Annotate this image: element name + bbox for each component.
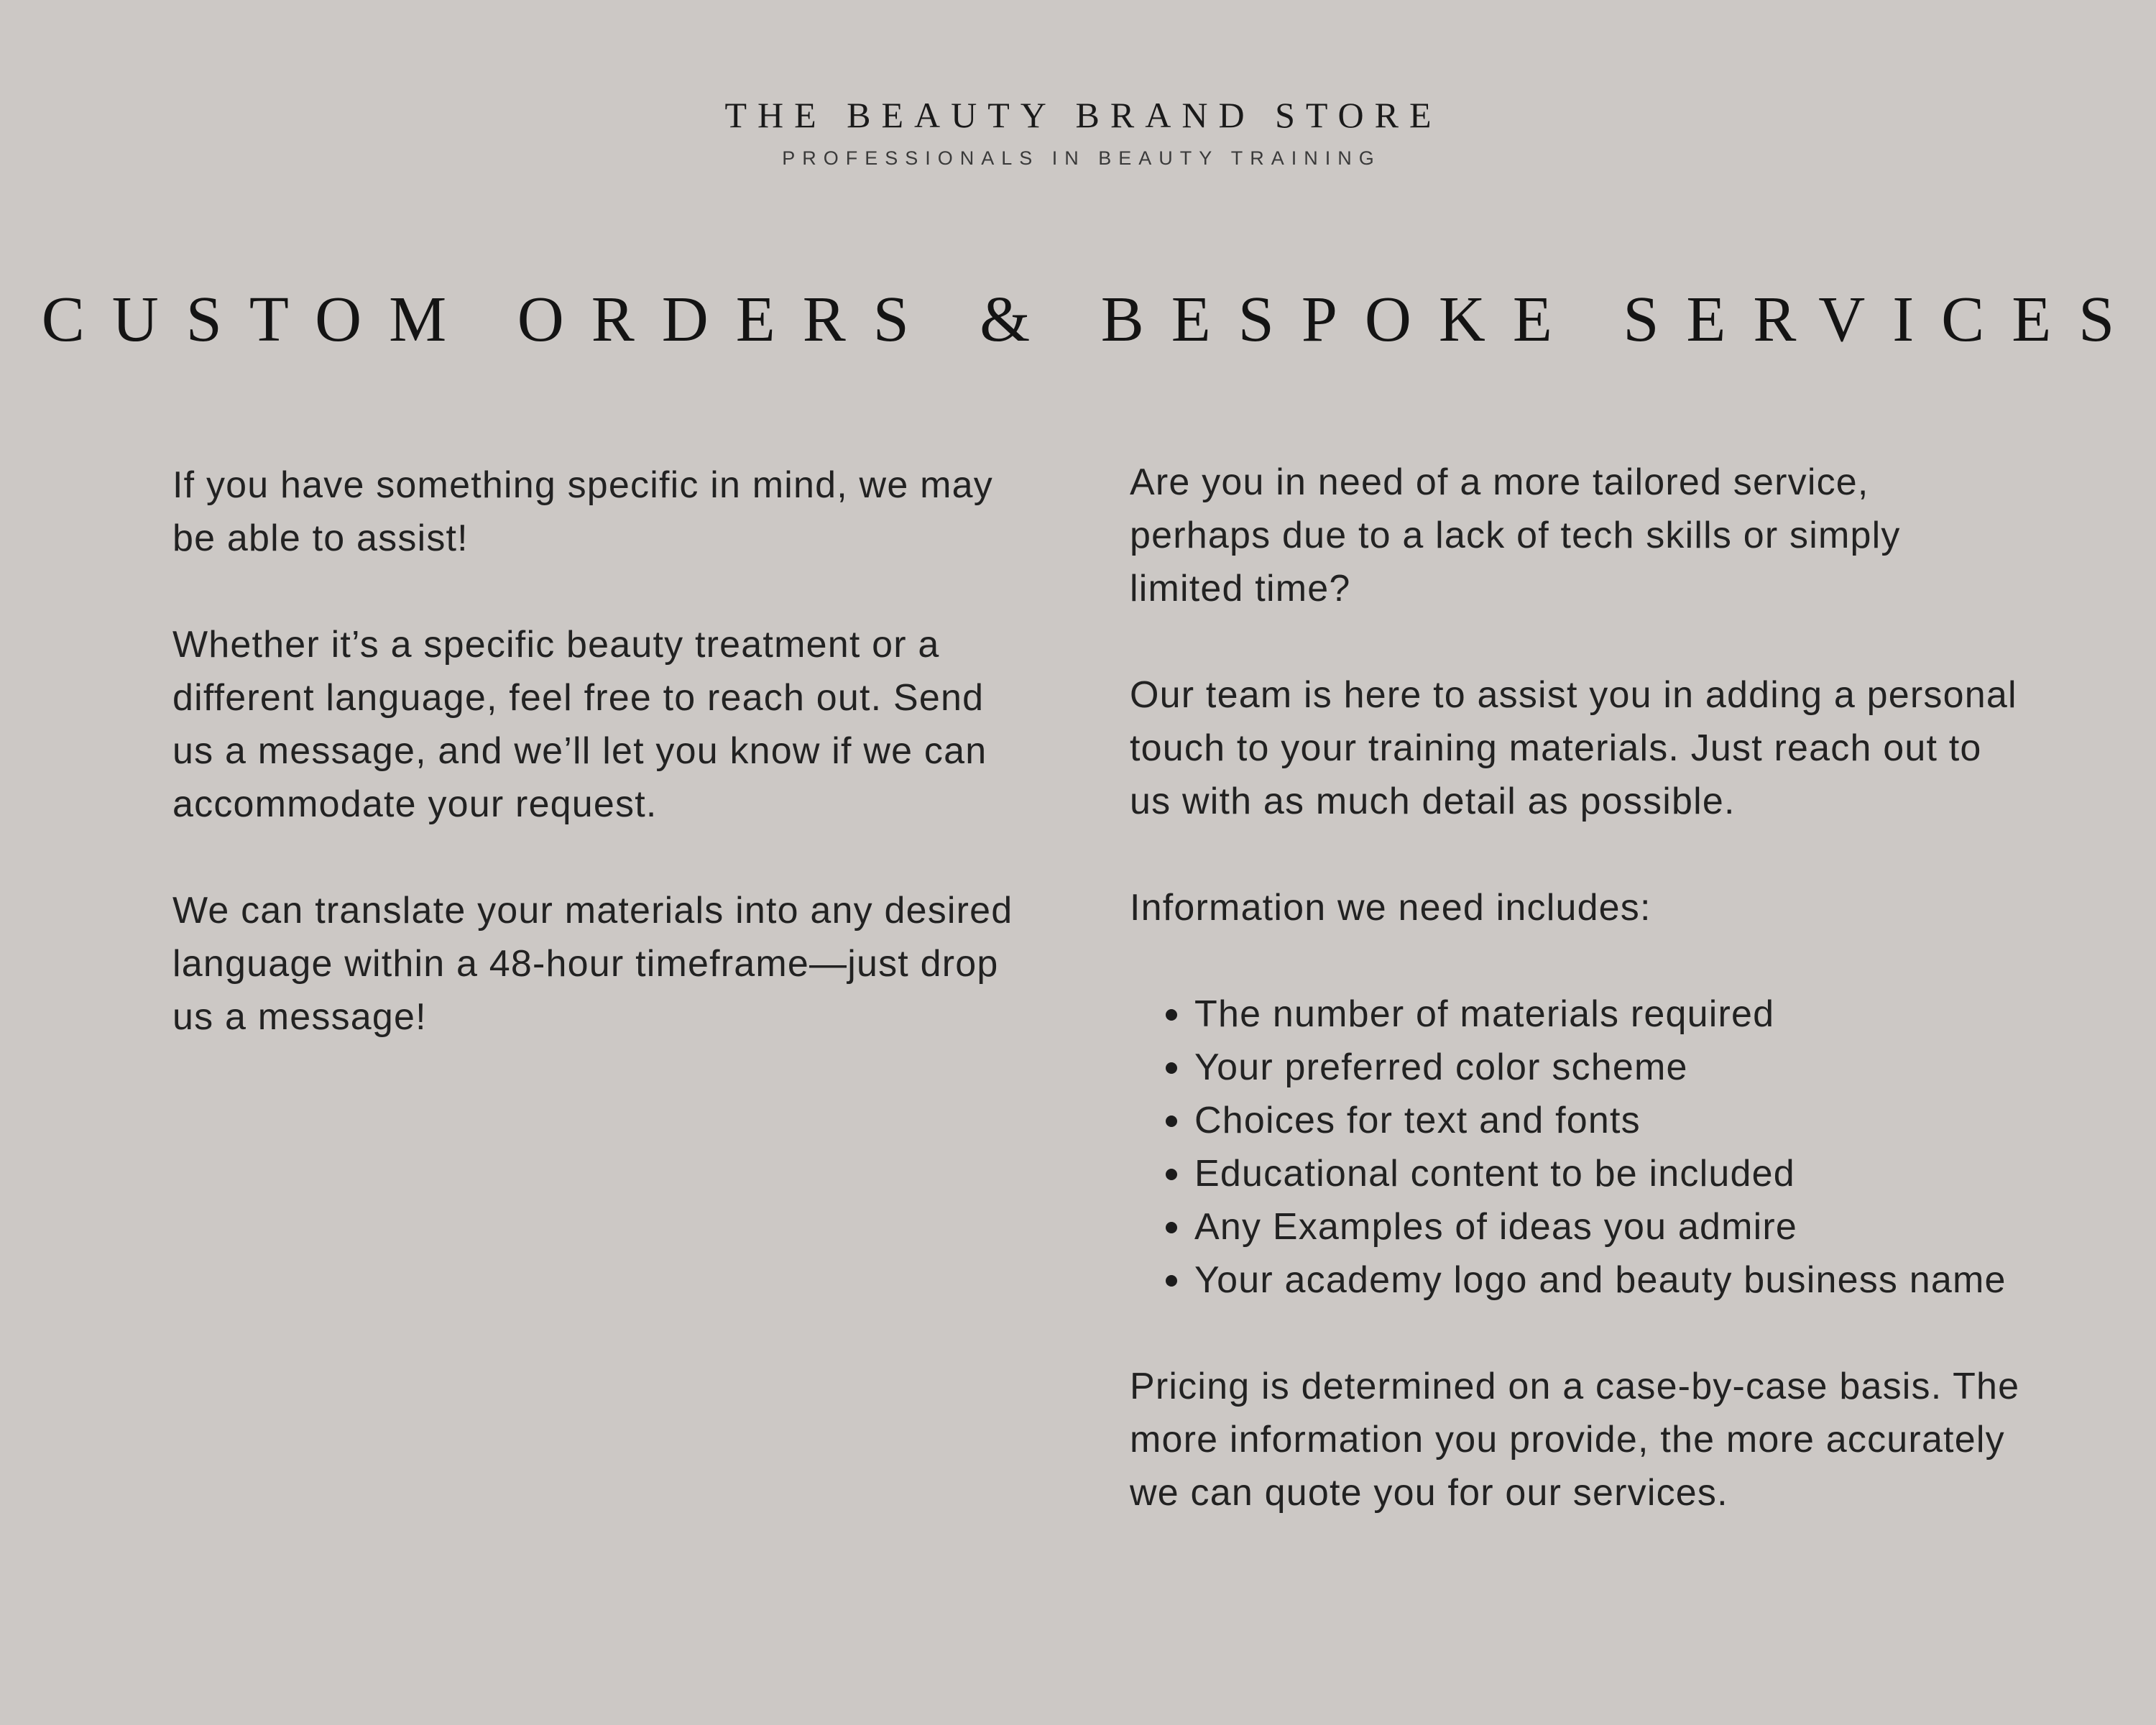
brand-header bbox=[0, 93, 2156, 172]
bullet-icon bbox=[1166, 1116, 1177, 1127]
intro-paragraph: If you have something specific in mind, we may be able to assist! bbox=[172, 464, 993, 559]
list-item bbox=[1130, 988, 2021, 1041]
list-item-text: Any Examples of ideas you admire bbox=[1194, 1206, 1798, 1248]
requirements-list bbox=[1130, 988, 2021, 1307]
bullet-icon bbox=[1166, 1222, 1177, 1233]
list-item-text: Your academy logo and beauty business name bbox=[1194, 1259, 2007, 1301]
info-heading: Information we need includes: bbox=[1130, 887, 1651, 929]
pricing-paragraph: Pricing is determined on a case-by-case basis. The more information you provide, the more accurately we can quote you for our services. bbox=[1130, 1366, 2020, 1514]
right-column bbox=[1130, 456, 2021, 1519]
list-item-text: Your preferred color scheme bbox=[1194, 1046, 1688, 1088]
list-item bbox=[1130, 1094, 2021, 1147]
list-item-text: Educational content to be included bbox=[1194, 1153, 1795, 1195]
bullet-icon bbox=[1166, 1169, 1177, 1180]
request-paragraph: Whether it’s a specific beauty treatment or a different language, feel free to reach out. Send us a message, and we’ll let you know if we can accommodate your request. bbox=[172, 624, 987, 825]
brand-name: THE BEAUTY BRAND STORE bbox=[724, 95, 1442, 135]
list-item bbox=[1130, 1200, 2021, 1254]
list-item-text: The number of materials required bbox=[1194, 993, 1775, 1035]
list-item bbox=[1130, 1147, 2021, 1200]
bullet-icon bbox=[1166, 1062, 1177, 1074]
bullet-icon bbox=[1166, 1009, 1177, 1021]
left-column bbox=[172, 459, 1035, 1044]
tailored-service-paragraph: Are you in need of a more tailored service, perhaps due to a lack of tech skills or simply limited time? bbox=[1130, 461, 1901, 610]
list-item-text: Choices for text and fonts bbox=[1194, 1100, 1641, 1141]
translation-paragraph: We can translate your materials into any desired language within a 48-hour timeframe—just drop us a message! bbox=[172, 890, 1013, 1038]
list-item bbox=[1130, 1254, 2021, 1307]
brand-tagline: PROFESSIONALS IN BEAUTY TRAINING bbox=[782, 147, 1381, 169]
team-paragraph: Our team is here to assist you in adding a personal touch to your training materials. Just reach out to us with as much detail as possible. bbox=[1130, 674, 2017, 822]
page-title: CUSTOM ORDERS & BESPOKE SERVICES bbox=[41, 284, 2142, 355]
list-item bbox=[1130, 1041, 2021, 1094]
bullet-icon bbox=[1166, 1275, 1177, 1287]
